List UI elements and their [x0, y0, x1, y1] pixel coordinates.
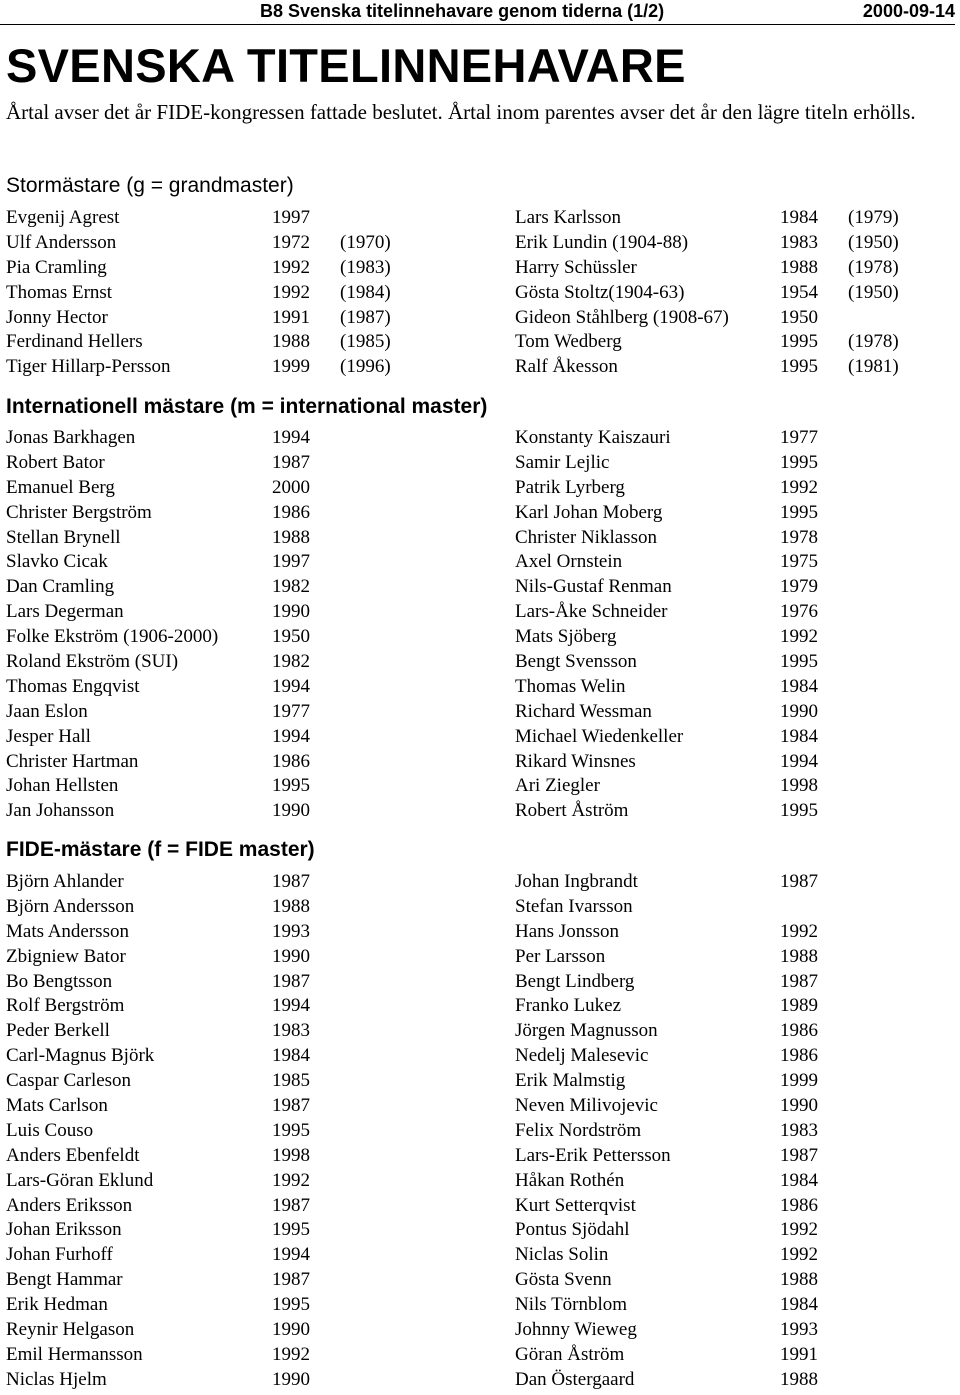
title-year: 1989 [780, 995, 818, 1017]
title-year: 1987 [272, 970, 310, 992]
lower-title-year: (1984) [340, 281, 391, 303]
player-name: Christer Niklasson [515, 526, 657, 548]
title-year: 1998 [780, 775, 818, 797]
title-year: 1986 [780, 1045, 818, 1067]
table-row [0, 426, 960, 451]
lower-title-year: (1950) [848, 281, 899, 303]
running-header [0, 0, 955, 25]
table-row [0, 600, 960, 625]
lower-title-year: (1981) [848, 356, 899, 378]
player-name: Slavko Cicak [6, 551, 108, 573]
player-name: Michael Wiedenkeller [515, 725, 684, 747]
title-year: 1992 [780, 1244, 818, 1266]
title-year: 1990 [272, 800, 310, 822]
intro-paragraph: Årtal avser det år FIDE-kongressen fattade beslutet. Årtal inom parentes avser det år den lägre titeln erhölls. [6, 100, 916, 124]
table-row [0, 1243, 960, 1268]
title-year: 1984 [780, 675, 818, 697]
table-row [0, 330, 960, 355]
title-year: 1972 [272, 231, 310, 253]
title-year: 1987 [272, 1194, 310, 1216]
player-name: Kurt Setterqvist [515, 1194, 636, 1216]
title-year: 1986 [780, 1194, 818, 1216]
title-year: 1983 [780, 1119, 818, 1141]
title-year: 1984 [780, 1294, 818, 1316]
title-year: 1994 [780, 750, 818, 772]
title-year: 1990 [272, 601, 310, 623]
player-name: Thomas Engqvist [6, 675, 140, 697]
title-year: 1995 [272, 775, 310, 797]
lower-title-year: (1950) [848, 231, 899, 253]
player-name: Mats Sjöberg [515, 626, 617, 648]
title-year: 1976 [780, 601, 818, 623]
player-name: Håkan Rothén [515, 1169, 625, 1191]
table-row [0, 1019, 960, 1044]
player-name: Erik Lundin (1904-88) [515, 231, 689, 253]
player-name: Ulf Andersson [6, 231, 117, 253]
title-year: 1987 [780, 970, 818, 992]
title-year: 1987 [272, 871, 310, 892]
player-name: Thomas Welin [515, 675, 626, 697]
title-year: 1994 [272, 995, 310, 1017]
title-year: 1984 [780, 725, 818, 747]
player-name: Niclas Solin [515, 1244, 609, 1266]
player-name: Erik Hedman [6, 1294, 108, 1316]
table-row [0, 355, 960, 380]
table-row [0, 1343, 960, 1368]
table-row [0, 1268, 960, 1293]
title-year: 1995 [780, 451, 818, 473]
title-year: 1994 [272, 427, 310, 448]
page-title: SVENSKA TITELINNEHAVARE [6, 39, 686, 92]
player-name: Rikard Winsnes [515, 750, 636, 772]
title-year: 1994 [272, 1244, 310, 1266]
title-year: 1950 [780, 306, 818, 328]
player-name: Roland Ekström (SUI) [6, 651, 179, 673]
table-row [0, 526, 960, 551]
player-name: Tom Wedberg [515, 331, 622, 353]
title-year: 1987 [272, 451, 310, 473]
table-row [0, 675, 960, 700]
title-year: 1978 [780, 526, 818, 548]
table-row [0, 700, 960, 725]
title-year: 1988 [780, 1269, 818, 1291]
player-name: Dan Cramling [6, 576, 115, 598]
header-title: B8 Svenska titelinnehavare genom tiderna (1/2) [260, 1, 665, 21]
player-name: Stellan Brynell [6, 526, 121, 548]
table-row [0, 625, 960, 650]
player-name: Franko Lukez [515, 995, 622, 1017]
title-year: 1995 [780, 651, 818, 673]
table-row [0, 1368, 960, 1393]
title-year: 1983 [272, 1020, 310, 1042]
title-year: 1977 [780, 427, 818, 448]
player-name: Gösta Svenn [515, 1269, 612, 1291]
player-name: Johan Furhoff [6, 1244, 113, 1266]
table-row [0, 231, 960, 256]
player-name: Johan Hellsten [6, 775, 119, 797]
title-year: 1998 [272, 1144, 310, 1166]
player-name: Lars-Erik Pettersson [515, 1144, 671, 1166]
title-year: 1987 [272, 1095, 310, 1117]
title-year: 1997 [272, 207, 310, 228]
title-year: 1991 [780, 1343, 818, 1365]
title-year: 1990 [780, 1095, 818, 1117]
player-name: Reynir Helgason [6, 1319, 135, 1341]
player-name: Per Larsson [515, 945, 606, 967]
title-year: 1950 [272, 626, 310, 648]
title-year: 1992 [272, 281, 310, 303]
grandmaster-list [0, 206, 960, 380]
international-master-list [0, 426, 960, 824]
header-date: 2000-09-14 [862, 1, 955, 21]
player-name: Nedelj Malesevic [515, 1045, 649, 1067]
title-year: 1995 [780, 356, 818, 378]
title-year: 1988 [272, 895, 310, 917]
player-name: Mats Andersson [6, 920, 129, 942]
table-row [0, 1044, 960, 1069]
table-row [0, 895, 960, 920]
player-name: Johan Eriksson [6, 1219, 122, 1241]
player-name: Samir Lejlic [515, 451, 610, 473]
player-name: Karl Johan Moberg [515, 501, 663, 523]
player-name: Lars Karlsson [515, 207, 622, 228]
player-name: Folke Ekström (1906-2000) [6, 626, 219, 648]
player-name: Bengt Hammar [6, 1269, 123, 1291]
title-year: 1995 [272, 1119, 310, 1141]
player-name: Ari Ziegler [515, 775, 600, 797]
title-year: 1992 [780, 626, 818, 648]
player-name: Felix Nordström [515, 1119, 642, 1141]
table-row [0, 920, 960, 945]
lower-title-year: (1983) [340, 256, 391, 278]
title-year: 1986 [272, 750, 310, 772]
section-title-grandmaster: Stormästare (g = grandmaster) [6, 174, 294, 197]
player-name: Ferdinand Hellers [6, 331, 143, 353]
player-name: Jörgen Magnusson [515, 1020, 658, 1042]
player-name: Jonas Barkhagen [6, 427, 136, 448]
title-year: 1987 [272, 1269, 310, 1291]
title-year: 1995 [780, 800, 818, 822]
player-name: Nils-Gustaf Renman [515, 576, 672, 598]
player-name: Erik Malmstig [515, 1070, 626, 1092]
player-name: Jonny Hector [6, 306, 108, 328]
title-year: 1992 [780, 476, 818, 498]
table-row [0, 650, 960, 675]
player-name: Bengt Lindberg [515, 970, 635, 992]
player-name: Dan Östergaard [515, 1368, 635, 1390]
player-name: Bo Bengtsson [6, 970, 113, 992]
title-year: 1993 [272, 920, 310, 942]
player-name: Johnny Wieweg [515, 1319, 637, 1341]
player-name: Axel Ornstein [515, 551, 623, 573]
table-row [0, 206, 960, 231]
player-name: Patrik Lyrberg [515, 476, 625, 498]
player-name: Peder Berkell [6, 1020, 110, 1042]
player-name: Emil Hermansson [6, 1343, 143, 1365]
player-name: Niclas Hjelm [6, 1368, 107, 1390]
player-name: Carl-Magnus Björk [6, 1045, 155, 1067]
title-year: 1995 [780, 501, 818, 523]
player-name: Neven Milivojevic [515, 1095, 658, 1117]
player-name: Björn Andersson [6, 895, 135, 917]
section-title-fide-master: FIDE-mästare (f = FIDE master) [6, 838, 315, 861]
player-name: Luis Couso [6, 1119, 94, 1141]
title-year: 1990 [272, 945, 310, 967]
lower-title-year: (1985) [340, 331, 391, 353]
title-year: 1988 [780, 945, 818, 967]
title-year: 1977 [272, 700, 310, 722]
title-year: 1988 [272, 331, 310, 353]
player-name: Jesper Hall [6, 725, 91, 747]
title-year: 1999 [272, 356, 310, 378]
table-row [0, 1094, 960, 1119]
title-year: 1983 [780, 231, 818, 253]
table-row [0, 725, 960, 750]
player-name: Stefan Ivarsson [515, 895, 633, 917]
table-row [0, 501, 960, 526]
player-name: Richard Wessman [515, 700, 652, 722]
table-row [0, 1194, 960, 1219]
player-name: Pontus Sjödahl [515, 1219, 630, 1241]
title-year: 1987 [780, 1144, 818, 1166]
table-row [0, 945, 960, 970]
title-year: 1986 [780, 1020, 818, 1042]
table-row [0, 306, 960, 331]
player-name: Rolf Bergström [6, 995, 125, 1017]
player-name: Björn Ahlander [6, 871, 124, 892]
title-year: 1975 [780, 551, 818, 573]
title-year: 1995 [272, 1294, 310, 1316]
player-name: Harry Schüssler [515, 256, 637, 278]
table-row [0, 1169, 960, 1194]
player-name: Lars-Åke Schneider [515, 601, 668, 623]
title-year: 1994 [272, 675, 310, 697]
player-name: Göran Åström [515, 1343, 625, 1365]
title-year: 1992 [780, 1219, 818, 1241]
lower-title-year: (1996) [340, 356, 391, 378]
table-row [0, 970, 960, 995]
table-row [0, 575, 960, 600]
title-year: 1984 [272, 1045, 310, 1067]
player-name: Robert Bator [6, 451, 105, 473]
player-name: Zbigniew Bator [6, 945, 126, 967]
title-year: 1984 [780, 1169, 818, 1191]
title-year: 1990 [272, 1319, 310, 1341]
player-name: Hans Jonsson [515, 920, 619, 942]
player-name: Pia Cramling [6, 256, 107, 278]
title-year: 1992 [272, 1343, 310, 1365]
lower-title-year: (1978) [848, 331, 899, 353]
player-name: Jaan Eslon [6, 700, 88, 722]
player-name: Gösta Stoltz(1904-63) [515, 281, 685, 303]
player-name: Thomas Ernst [6, 281, 113, 303]
player-name: Ralf Åkesson [515, 356, 618, 378]
table-row [0, 281, 960, 306]
table-row [0, 799, 960, 824]
player-name: Robert Åström [515, 800, 629, 822]
title-year: 1992 [780, 920, 818, 942]
player-name: Jan Johansson [6, 800, 115, 822]
title-year: 1979 [780, 576, 818, 598]
title-year: 1995 [272, 1219, 310, 1241]
title-year: 1987 [780, 871, 818, 892]
player-name: Anders Eriksson [6, 1194, 133, 1216]
table-row [0, 1293, 960, 1318]
table-row [0, 774, 960, 799]
title-year: 1986 [272, 501, 310, 523]
player-name: Evgenij Agrest [6, 207, 120, 228]
player-name: Gideon Ståhlberg (1908-67) [515, 306, 729, 328]
player-name: Christer Bergström [6, 501, 152, 523]
player-name: Christer Hartman [6, 750, 139, 772]
title-year: 1988 [780, 1368, 818, 1390]
title-year: 1984 [780, 207, 818, 228]
player-name: Lars Degerman [6, 601, 124, 623]
player-name: Nils Törnblom [515, 1294, 628, 1316]
title-year: 1993 [780, 1319, 818, 1341]
title-year: 1988 [272, 526, 310, 548]
table-row [0, 750, 960, 775]
title-year: 1988 [780, 256, 818, 278]
table-row [0, 476, 960, 501]
lower-title-year: (1978) [848, 256, 899, 278]
table-row [0, 994, 960, 1019]
section-title-international-master: Internationell mästare (m = international master) [6, 395, 488, 418]
player-name: Lars-Göran Eklund [6, 1169, 154, 1191]
player-name: Mats Carlson [6, 1095, 108, 1117]
title-year: 1991 [272, 306, 310, 328]
title-year: 1992 [272, 1169, 310, 1191]
lower-title-year: (1970) [340, 231, 391, 253]
player-name: Bengt Svensson [515, 651, 637, 673]
title-year: 1994 [272, 725, 310, 747]
title-year: 1954 [780, 281, 818, 303]
title-year: 1985 [272, 1070, 310, 1092]
table-row [0, 256, 960, 281]
title-year: 1997 [272, 551, 310, 573]
table-row [0, 1318, 960, 1343]
player-name: Emanuel Berg [6, 476, 115, 498]
player-name: Konstanty Kaiszauri [515, 427, 671, 448]
title-year: 1992 [272, 256, 310, 278]
player-name: Johan Ingbrandt [515, 871, 638, 892]
title-year: 1995 [780, 331, 818, 353]
lower-title-year: (1979) [848, 207, 899, 228]
table-row [0, 1119, 960, 1144]
lower-title-year: (1987) [340, 306, 391, 328]
title-year: 1990 [272, 1368, 310, 1390]
player-name: Caspar Carleson [6, 1070, 132, 1092]
title-year: 1982 [272, 651, 310, 673]
table-row [0, 1144, 960, 1169]
table-row [0, 1218, 960, 1243]
table-row [0, 870, 960, 895]
table-row [0, 550, 960, 575]
title-year: 1990 [780, 700, 818, 722]
player-name: Anders Ebenfeldt [6, 1144, 140, 1166]
fide-master-list [0, 870, 960, 1393]
player-name: Tiger Hillarp-Persson [6, 356, 171, 378]
table-row [0, 451, 960, 476]
title-year: 1982 [272, 576, 310, 598]
table-row [0, 1069, 960, 1094]
title-year: 1999 [780, 1070, 818, 1092]
title-year: 2000 [272, 476, 310, 498]
